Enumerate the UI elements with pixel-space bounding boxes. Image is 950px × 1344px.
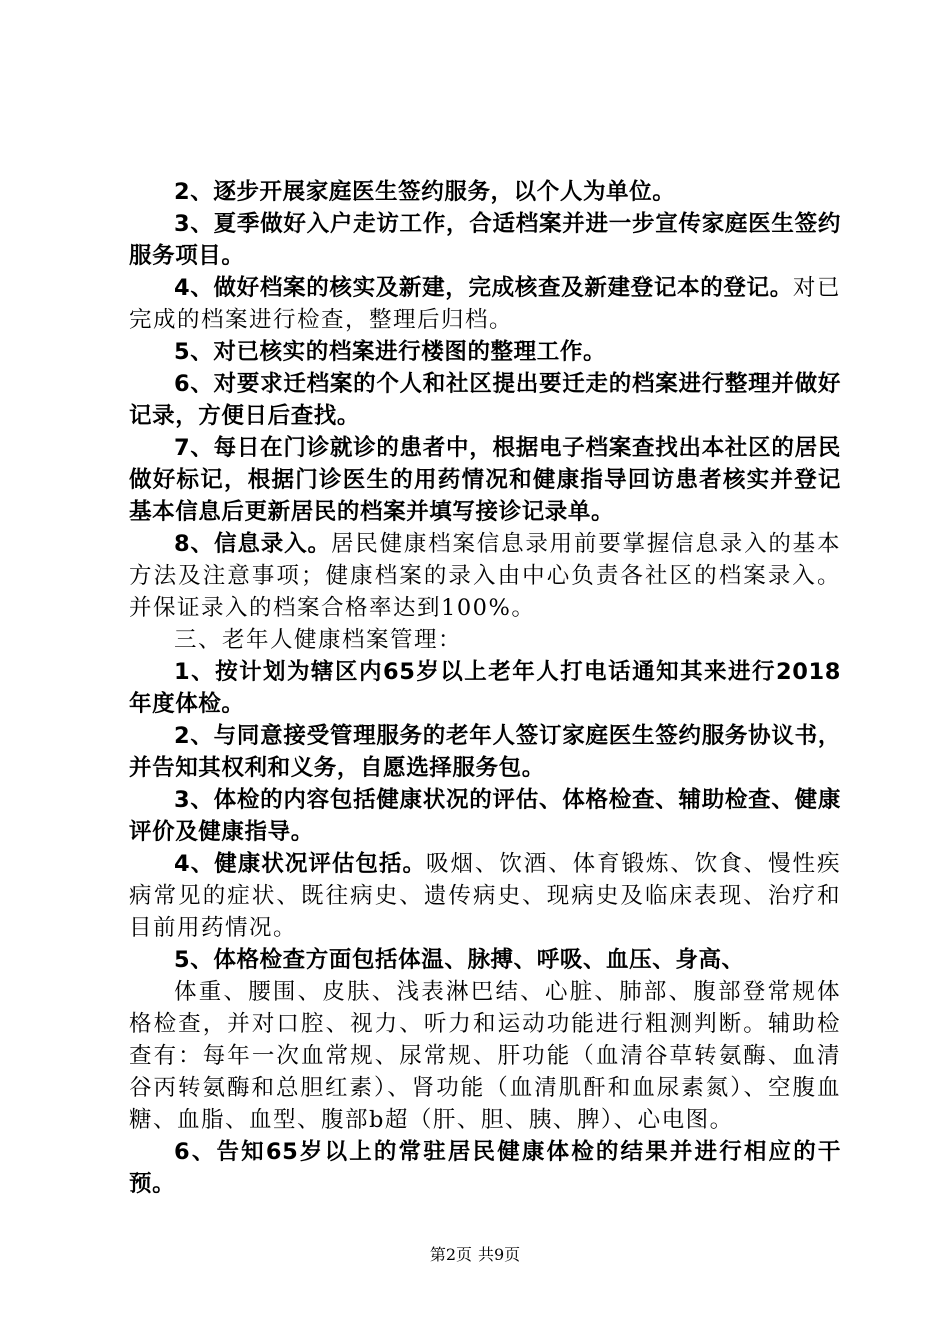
- paragraph-item-elderly-3: [129, 784, 841, 848]
- paragraph-text-continued: 对已完成的档案进行检查，整理后归档。: [129, 275, 841, 333]
- paragraph-item-3: [129, 208, 841, 272]
- paragraph-item-6: [129, 368, 841, 432]
- paragraph-item-5: [129, 336, 841, 368]
- paragraph-text: 体重、腰围、皮肤、浅表淋巴结、心脏、肺部、腹部登常规体格检查，并对口腔、视力、听力和运动功能进行粗测判断。辅助检查有：每年一次血常规、尿常规、肝功能（血清谷草转氨酶、血清谷丙转氨酶和总胆红素）、肾功能（血清肌酐和血尿素氮）、空腹血糖、血脂、血型、腹部b超（肝、胆、胰、脾）、心电图。: [129, 979, 841, 1133]
- paragraph-item-4: [129, 272, 841, 336]
- paragraph-text-continued: 居民健康档案信息录用前要掌握信息录入的基本方法及注意事项；健康档案的录入由中心负责各社区的档案录入。并保证录入的档案合格率达到100%。: [129, 531, 841, 621]
- paragraph-item-8: [129, 528, 841, 624]
- paragraph-item-elderly-5-continued: [129, 976, 841, 1136]
- section-heading-elderly: [129, 624, 841, 656]
- paragraph-text: 2、与同意接受管理服务的老年人签订家庭医生签约服务协议书，并告知其权利和义务，自愿选择服务包。: [129, 723, 841, 781]
- paragraph-item-elderly-4: [129, 848, 841, 944]
- document-body: [129, 176, 841, 1200]
- paragraph-item-elderly-1: [129, 656, 841, 720]
- paragraph-text: 2、逐步开展家庭医生签约服务，以个人为单位。: [174, 179, 676, 205]
- paragraph-text: 8、信息录入。: [174, 531, 331, 557]
- paragraph-text: 1、按计划为辖区内65岁以上老年人打电话通知其来进行2018年度体检。: [129, 659, 841, 717]
- paragraph-text: 6、对要求迁档案的个人和社区提出要迁走的档案进行整理并做好记录，方便日后查找。: [129, 371, 841, 429]
- paragraph-item-elderly-5: [129, 944, 841, 976]
- paragraph-text: 6、告知65岁以上的常驻居民健康体检的结果并进行相应的干预。: [129, 1139, 841, 1197]
- paragraph-item-elderly-6: [129, 1136, 841, 1200]
- paragraph-item-7: [129, 432, 841, 528]
- paragraph-text: 5、对已核实的档案进行楼图的整理工作。: [174, 339, 607, 365]
- page-total: 共9页: [478, 1245, 521, 1264]
- paragraph-item-2: [129, 176, 841, 208]
- section-heading-text: 三、老年人健康档案管理：: [174, 627, 463, 653]
- page-number: 第2页: [429, 1245, 472, 1264]
- paragraph-text-continued: 吸烟、饮酒、体育锻炼、饮食、慢性疾病常见的症状、既往病史、遗传病史、现病史及临床表现、治疗和目前用药情况。: [129, 851, 841, 941]
- paragraph-text: 5、体格检查方面包括体温、脉搏、呼吸、血压、身高、: [174, 947, 745, 973]
- paragraph-item-elderly-2: [129, 720, 841, 784]
- page-footer: [0, 1242, 950, 1265]
- paragraph-text: 7、每日在门诊就诊的患者中，根据电子档案查找出本社区的居民做好标记，根据门诊医生的用药情况和健康指导回访患者核实并登记基本信息后更新居民的档案并填写接诊记录单。: [129, 435, 841, 525]
- paragraph-text: 3、体检的内容包括健康状况的评估、体格检查、辅助检查、健康评价及健康指导。: [129, 787, 841, 845]
- paragraph-text: 3、夏季做好入户走访工作，合适档案并进一步宣传家庭医生签约服务项目。: [129, 211, 841, 269]
- paragraph-text: 4、健康状况评估包括。: [174, 851, 427, 877]
- paragraph-text: 4、做好档案的核实及新建，完成核查及新建登记本的登记。: [174, 275, 793, 301]
